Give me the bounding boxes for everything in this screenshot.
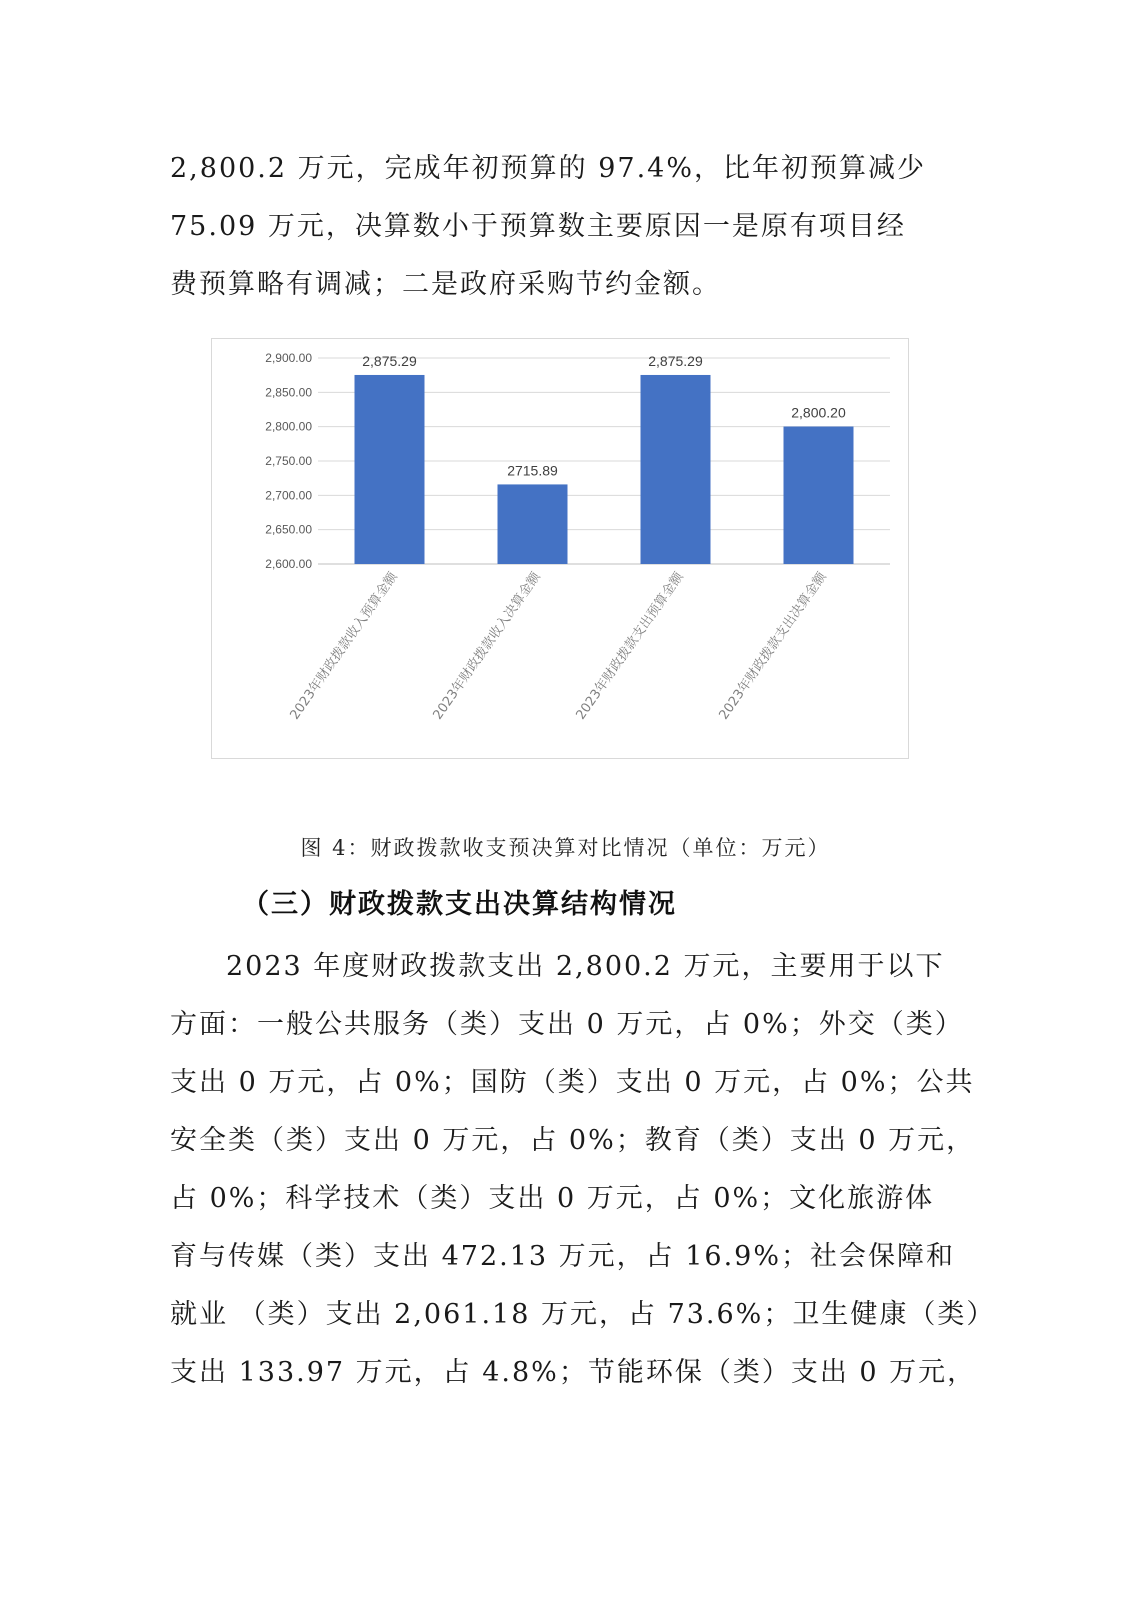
figure-caption: 图 4：财政拨款收支预决算对比情况（单位：万元） <box>300 836 831 860</box>
top-paragraph <box>170 140 960 314</box>
bar-chart <box>211 338 909 759</box>
paragraph-line: 方面：一般公共服务（类）支出 0 万元，占 0%；外交（类） <box>170 1009 964 1040</box>
data-label: 2,875.29 <box>648 352 703 369</box>
data-label: 2715.89 <box>507 462 558 479</box>
paragraph-line: 安全类（类）支出 0 万元，占 0%；教育（类）支出 0 万元， <box>170 1125 976 1156</box>
x-category-label: 2023年财政拨款收入决算金额 <box>430 569 544 723</box>
paragraph-line: 2023 年度财政拨款支出 2,800.2 万元，主要用于以下 <box>226 951 945 982</box>
data-label: 2,875.29 <box>362 352 417 369</box>
y-tick-label: 2,800.00 <box>265 419 312 434</box>
bar <box>784 427 854 564</box>
paragraph-line: 支出 133.97 万元，占 4.8%；节能环保（类）支出 0 万元， <box>170 1357 977 1388</box>
x-category-label: 2023年财政拨款收入预算金额 <box>287 569 401 723</box>
paragraph-line: 费预算略有调减；二是政府采购节约金额。 <box>170 269 721 300</box>
paragraph-line: 占 0%；科学技术（类）支出 0 万元，占 0%；文化旅游体 <box>170 1183 935 1214</box>
y-tick-label: 2,850.00 <box>265 385 312 400</box>
paragraph-line: 就业 （类）支出 2,061.18 万元，占 73.6%；卫生健康（类） <box>170 1299 996 1330</box>
bar <box>498 484 568 564</box>
y-tick-label: 2,600.00 <box>265 557 312 571</box>
bar <box>355 375 425 564</box>
y-tick-label: 2,900.00 <box>265 351 312 365</box>
x-category-label: 2023年财政拨款支出预算金额 <box>573 569 687 723</box>
y-tick-label: 2,750.00 <box>265 454 312 468</box>
paragraph-line: 育与传媒（类）支出 472.13 万元，占 16.9%；社会保障和 <box>170 1241 955 1272</box>
bar <box>641 375 711 564</box>
y-tick-label: 2,700.00 <box>265 488 312 503</box>
section-heading: （三）财政拨款支出决算结构情况 <box>242 889 677 920</box>
y-tick-label: 2,650.00 <box>265 522 312 537</box>
paragraph-line: 75.09 万元，决算数小于预算数主要原因一是原有项目经 <box>170 211 906 242</box>
paragraph-line: 2,800.2 万元，完成年初预算的 97.4%，比年初预算减少 <box>170 153 926 184</box>
data-label: 2,800.20 <box>791 404 846 421</box>
paragraph-line: 支出 0 万元，占 0%；国防（类）支出 0 万元，占 0%；公共 <box>170 1067 975 1098</box>
body-paragraph <box>170 938 996 1402</box>
x-category-label: 2023年财政拨款支出决算金额 <box>716 569 830 723</box>
bar-chart-svg <box>212 339 908 758</box>
